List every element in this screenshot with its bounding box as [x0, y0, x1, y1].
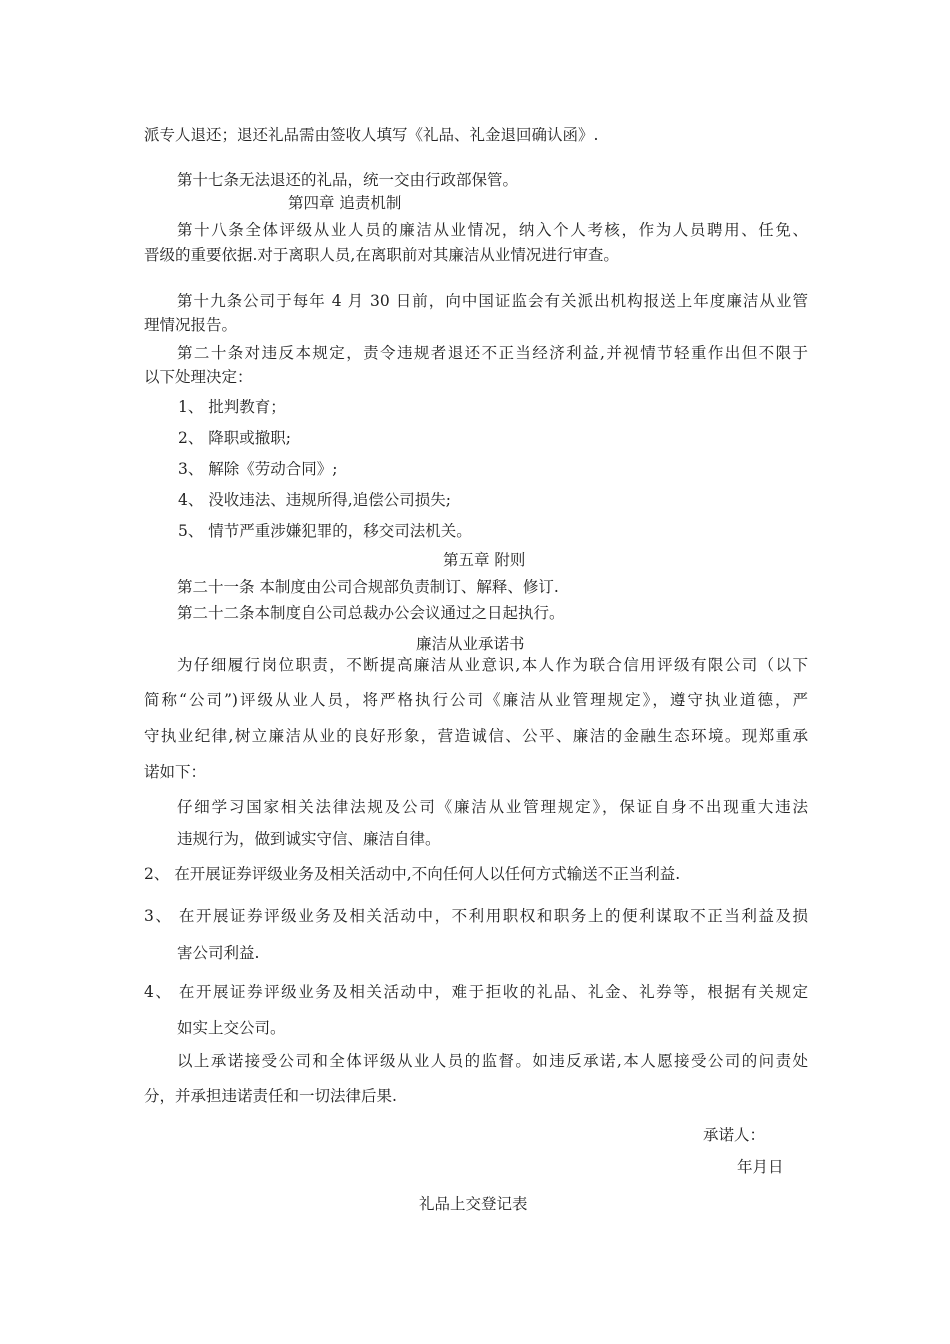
pledge-intro-line-1: 为仔细履行岗位职责，不断提高廉洁从业意识,本人作为联合信用评级有限公司（以下 — [177, 656, 808, 674]
pledge-item-3-line-2: 害公司利益. — [177, 944, 260, 962]
article-19-line-2: 理情况报告。 — [144, 316, 238, 334]
pledge-item-4-line-2: 如实上交公司。 — [177, 1019, 286, 1037]
pledge-item-4-line-1: 4、 在开展证券评级业务及相关活动中，难于拒收的礼品、礼金、礼券等，根据有关规定 — [144, 983, 808, 1001]
article-19-line-1: 第十九条公司于每年 4 月 30 日前，向中国证监会有关派出机构报送上年度廉洁从业管 — [177, 292, 808, 310]
pledge-intro-line-4: 诺如下： — [144, 763, 207, 781]
penalty-item-4: 4、 没收违法、违规所得,追偿公司损失; — [178, 491, 451, 509]
penalty-item-1: 1、 批判教育； — [178, 398, 286, 416]
article-18-line-2: 晋级的重要依据.对于离职人员,在离职前对其廉洁从业情况进行审查。 — [144, 246, 619, 264]
article-17: 第十七条无法退还的礼品，统一交由行政部保管。 — [177, 171, 519, 189]
penalty-item-2: 2、 降职或撤职; — [178, 429, 292, 447]
pledge-item-3-line-1: 3、 在开展证券评级业务及相关活动中，不利用职权和职务上的便利谋取不正当利益及损 — [144, 907, 808, 925]
date-label: 年月日 — [737, 1158, 784, 1176]
penalty-item-3: 3、 解除《劳动合同》; — [178, 460, 338, 478]
article-20-line-2: 以下处理决定： — [144, 368, 253, 386]
article-21: 第二十一条 本制度由公司合规部负责制订、解释、修订. — [177, 578, 559, 596]
penalty-item-5: 5、 情节严重涉嫌犯罪的，移交司法机关。 — [178, 522, 472, 540]
article-22: 第二十二条本制度自公司总裁办公会议通过之日起执行。 — [177, 604, 565, 622]
pledge-item-2: 2、 在开展证券评级业务及相关活动中,不向任何人以任何方式输送不正当利益. — [144, 865, 681, 883]
gift-register-title: 礼品上交登记表 — [419, 1195, 528, 1213]
pledge-item-1-line-1: 仔细学习国家相关法律法规及公司《廉洁从业管理规定》，保证自身不出现重大违法 — [177, 798, 808, 816]
pledge-intro-line-2: 简称“公司”)评级从业人员，将严格执行公司《廉洁从业管理规定》，遵守执业道德，严 — [144, 691, 808, 709]
chapter-4-heading: 第四章 追责机制 — [288, 194, 402, 212]
pledge-item-1-line-2: 违规行为，做到诚实守信、廉洁自律。 — [177, 830, 441, 848]
text-line-1: 派专人退还；退还礼品需由签收人填写《礼品、礼金退回确认函》. — [144, 126, 599, 144]
pledger-label: 承诺人： — [703, 1126, 766, 1144]
pledge-closing-line-1: 以上承诺接受公司和全体评级从业人员的监督。如违反承诺,本人愿接受公司的问责处 — [177, 1052, 808, 1070]
pledge-closing-line-2: 分，并承担违诺责任和一切法律后果. — [144, 1087, 397, 1105]
article-20-line-1: 第二十条对违反本规定，责令违规者退还不正当经济利益,并视情节轻重作出但不限于 — [177, 344, 808, 362]
pledge-title: 廉洁从业承诺书 — [416, 635, 525, 653]
pledge-intro-line-3: 守执业纪律,树立廉洁从业的良好形象，营造诚信、公平、廉洁的金融生态环境。现郑重承 — [144, 727, 808, 745]
chapter-5-heading: 第五章 附则 — [443, 551, 526, 569]
article-18-line-1: 第十八条全体评级从业人员的廉洁从业情况，纳入个人考核，作为人员聘用、任免、 — [177, 221, 808, 239]
